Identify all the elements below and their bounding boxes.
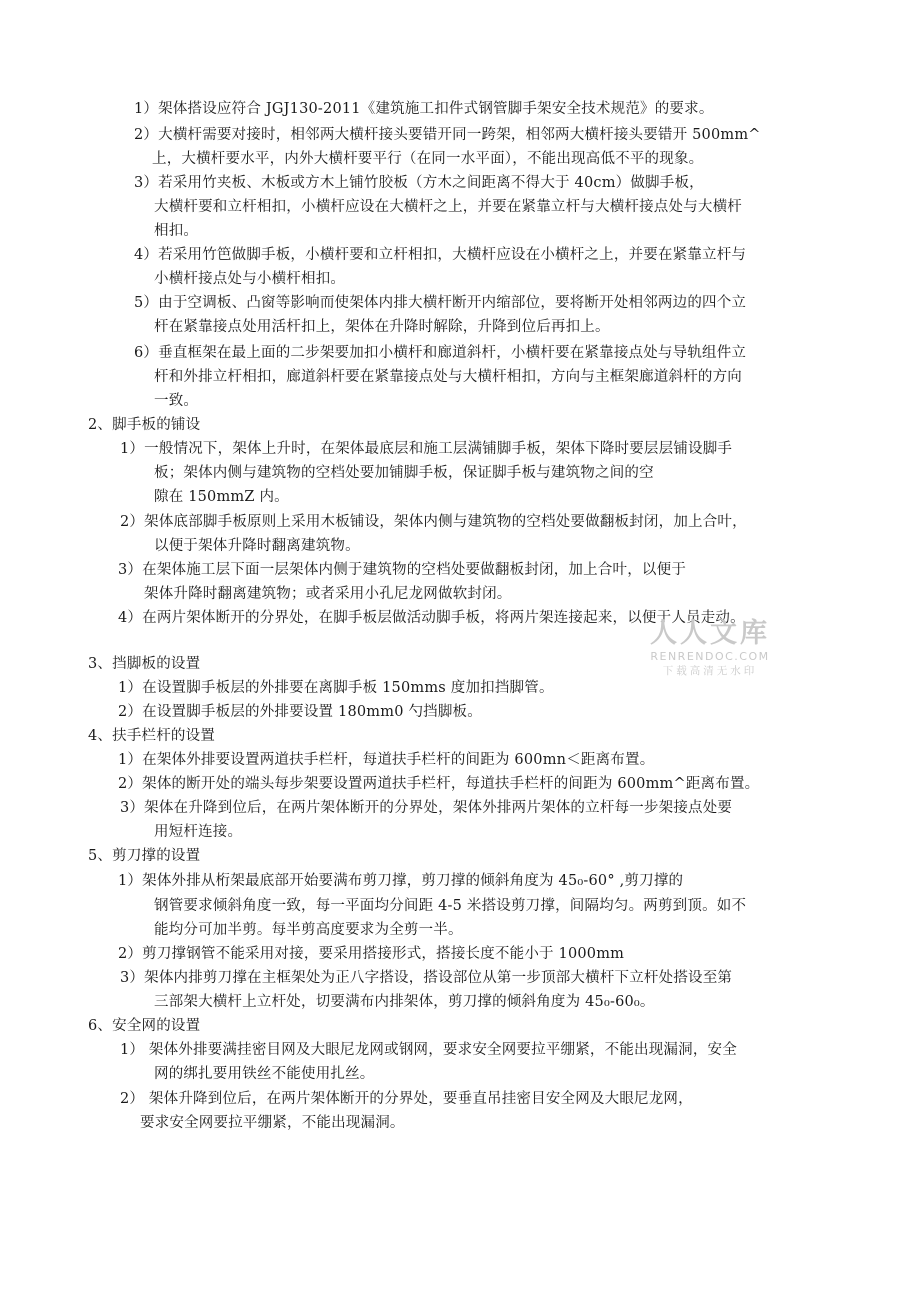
text-line: 架体升降时翻离建筑物；或者采用小孔尼龙网做软封闭。 — [144, 586, 512, 602]
watermark-slogan: 下载高清无水印 — [662, 665, 758, 677]
text-line: 能均分可加半剪。每半剪高度要求为全剪一半。 — [154, 922, 463, 938]
section-heading: 5、剪刀撑的设置 — [88, 848, 201, 864]
text-line: 一致。 — [154, 393, 199, 409]
section-heading: 3、挡脚板的设置 — [88, 656, 201, 672]
text-line: 1）一般情况下，架体上升时，在架体最底层和施工层满铺脚手板，架体下降时要层层铺设脚手 — [120, 441, 733, 457]
text-line: 1）在架体外排要设置两道扶手栏杆，每道扶手栏杆的间距为 600mn＜距离布置。 — [118, 752, 655, 768]
text-line: 相扣。 — [154, 223, 199, 239]
text-line: 4）若采用竹笆做脚手板，小横杆要和立杆相扣，大横杆应设在小横杆之上，并要在紧靠立杆与 — [134, 247, 747, 263]
text-line: 6）垂直框架在最上面的二步架要加扣小横杆和廊道斜杆，小横杆要在紧靠接点处与导轨组件立 — [134, 345, 747, 361]
text-line: 5）由于空调板、凸窗等影响而使架体内排大横杆断开内缩部位，要将断开处相邻两边的四个立 — [134, 295, 747, 311]
text-line: 板；架体内侧与建筑物的空档处要加铺脚手板，保证脚手板与建筑物之间的空 — [154, 465, 654, 481]
text-line: 网的绑扎要用铁丝不能使用扎丝。 — [154, 1066, 375, 1082]
text-line: 3）架体内排剪刀撑在主框架处为正八字搭设，搭设部位从第一步顶部大横杆下立杆处搭设至第 — [120, 970, 733, 986]
text-line: 1）架体搭设应符合 JGJ130-2011《建筑施工扣件式钢管脚手架安全技术规范》的要求。 — [134, 101, 714, 117]
text-line: 1）在设置脚手板层的外排要在离脚手板 150mms 度加扣挡脚管。 — [118, 680, 554, 696]
text-line: 2）架体底部脚手板原则上采用木板铺设，架体内侧与建筑物的空档处要做翻板封闭，加上合叶， — [120, 514, 747, 530]
section-heading: 6、安全网的设置 — [88, 1018, 201, 1034]
text-line: 小横杆接点处与小横杆相扣。 — [154, 271, 346, 287]
text-line: 3）架体在升降到位后，在两片架体断开的分界处，架体外排两片架体的立杆每一步架接点处要 — [120, 800, 733, 816]
text-line: 2）架体的断开处的端头每步架要设置两道扶手栏杆，每道扶手栏杆的间距为 600mm^距离布置。 — [118, 776, 760, 792]
watermark — [640, 618, 780, 678]
text-line: 以便于架体升降时翻离建筑物。 — [154, 538, 360, 554]
text-line: 1） 架体外排要满挂密目网及大眼尼龙网或钢网，要求安全网要拉平绷紧，不能出现漏洞，安全 — [120, 1042, 737, 1058]
text-line: 杆和外排立杆相扣，廊道斜杆要在紧靠接点处与大横杆相扣，方向与主框架廊道斜杆的方向 — [154, 369, 742, 385]
text-line: 4）在两片架体断开的分界处，在脚手板层做活动脚手板，将两片架连接起来，以便于人员走动。 — [118, 610, 745, 626]
text-line: 2） 架体升降到位后，在两片架体断开的分界处，要垂直吊挂密目安全网及大眼尼龙网， — [120, 1091, 693, 1107]
text-line: 大横杆要和立杆相扣，小横杆应设在大横杆之上，并要在紧靠立杆与大横杆接点处与大横杆 — [154, 199, 742, 215]
watermark-title: 人人文库 — [650, 618, 770, 649]
text-line: 杆在紧靠接点处用活杆扣上，架体在升降时解除，升降到位后再扣上。 — [154, 319, 610, 335]
section-heading: 2、脚手板的铺设 — [88, 417, 201, 433]
text-line: 2）剪刀撑钢管不能采用对接，要采用搭接形式，搭接长度不能小于 1000mm — [118, 946, 625, 962]
text-line: 要求安全网要拉平绷紧，不能出现漏洞。 — [140, 1115, 405, 1131]
text-line: 三部架大横杆上立杆处，切要满布内排架体，剪刀撑的倾斜角度为 45₀-60₀。 — [154, 994, 655, 1010]
text-line: 2）在设置脚手板层的外排要设置 180mm0 勺挡脚板。 — [118, 704, 482, 720]
text-line: 隙在 150mmZ 内。 — [154, 489, 289, 505]
text-line: 用短杆连接。 — [154, 824, 243, 840]
text-line: 上，大横杆要水平，内外大横杆要平行（在同一水平面），不能出现高低不平的现象。 — [152, 151, 704, 167]
text-line: 2）大横杆需要对接时，相邻两大横杆接头要错开同一跨架，相邻两大横杆接头要错开 500mm^ — [134, 127, 761, 143]
text-line: 3）若采用竹夹板、木板或方木上铺竹胶板（方木之间距离不得大于 40cm）做脚手板， — [134, 175, 704, 191]
text-line: 1）架体外排从桁架最底部开始要满布剪刀撑，剪刀撑的倾斜角度为 45₀-60° ,剪刀撑的 — [118, 873, 684, 889]
text-line: 钢管要求倾斜角度一致，每一平面均分间距 4-5 米搭设剪刀撑，间隔均匀。两剪到顶。如不 — [154, 898, 747, 914]
watermark-domain: RENRENDOC.COM — [650, 650, 770, 663]
text-line: 3）在架体施工层下面一层架体内侧于建筑物的空档处要做翻板封闭，加上合叶，以便于 — [118, 562, 687, 578]
section-heading: 4、扶手栏杆的设置 — [88, 728, 216, 744]
